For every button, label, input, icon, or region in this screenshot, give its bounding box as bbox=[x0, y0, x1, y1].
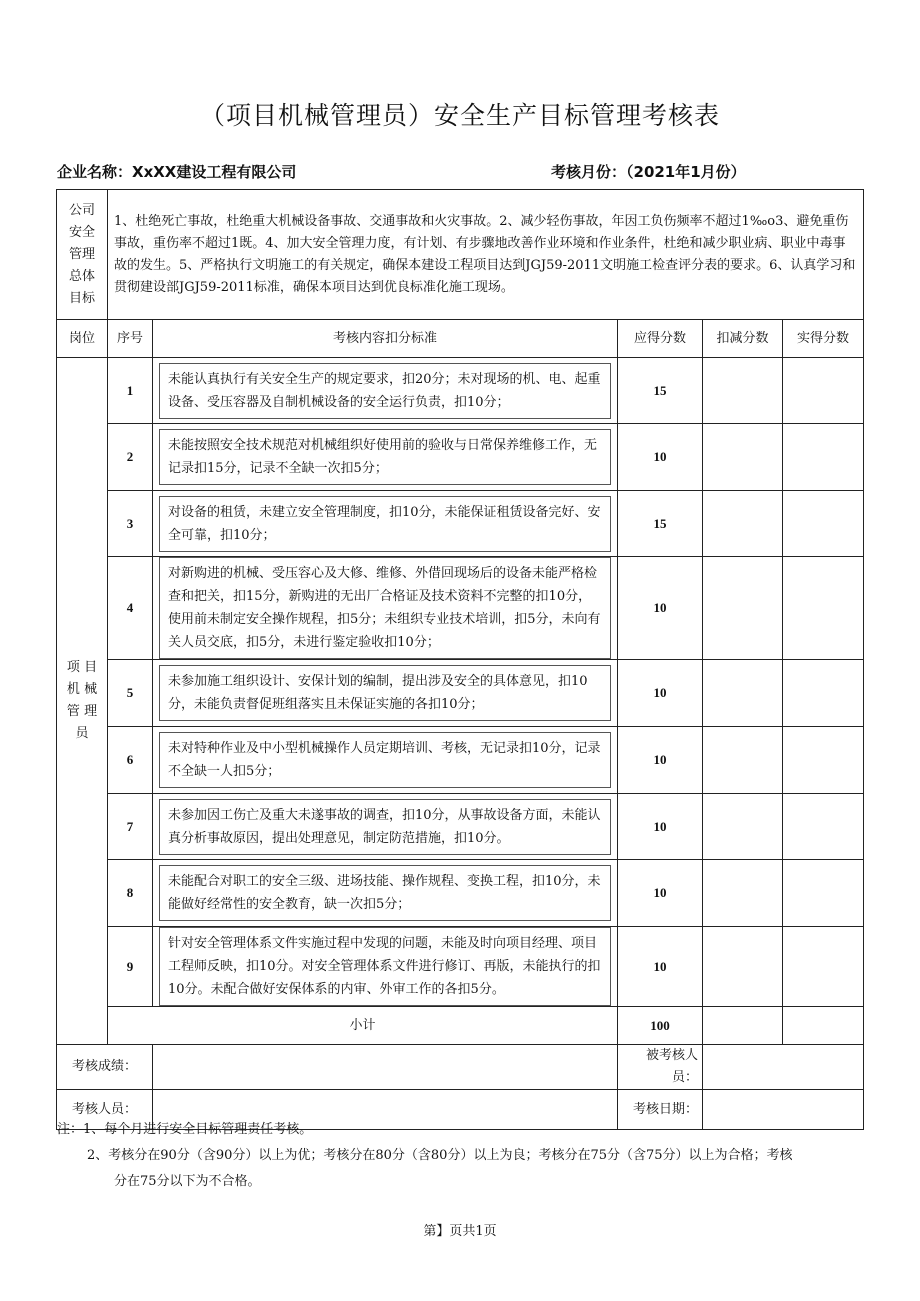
row-content bbox=[153, 794, 618, 860]
position-char: 员 bbox=[75, 726, 89, 741]
page-footer: 第】页共1页 bbox=[423, 1224, 497, 1239]
row-content bbox=[153, 860, 618, 927]
row-should-score: 10 bbox=[618, 727, 703, 794]
table-row bbox=[57, 424, 864, 491]
table-row bbox=[57, 860, 864, 927]
row-seq: 5 bbox=[108, 660, 153, 727]
row-content bbox=[153, 358, 618, 424]
row-actual-score[interactable] bbox=[783, 660, 864, 727]
examinee-field[interactable] bbox=[703, 1045, 864, 1090]
row-actual-score[interactable] bbox=[783, 860, 864, 927]
row-deduct-score[interactable] bbox=[703, 491, 783, 557]
row-content bbox=[153, 660, 618, 727]
row-actual-score[interactable] bbox=[783, 491, 864, 557]
goal-row bbox=[57, 190, 864, 320]
row-deduct-score[interactable] bbox=[703, 927, 783, 1007]
header-position: 岗位 bbox=[57, 320, 108, 358]
company-name: 企业名称：XxXX建设工程有限公司 bbox=[57, 163, 297, 181]
row-actual-score[interactable] bbox=[783, 358, 864, 424]
note-1: 注：1、每个月进行安全目标管理责任考核。 bbox=[57, 1122, 313, 1137]
subtotal-actual[interactable] bbox=[783, 1007, 864, 1045]
row-actual-score[interactable] bbox=[783, 927, 864, 1007]
row-seq: 8 bbox=[108, 860, 153, 927]
row-content-text: 未能按照安全技术规范对机械组织好使用前的验收与日常保养维修工作，无记录扣15分，记录不全缺一次扣5分； bbox=[159, 429, 611, 485]
table-row bbox=[57, 660, 864, 727]
row-content bbox=[153, 557, 618, 660]
position-char: 机 bbox=[66, 682, 80, 697]
position-char: 目 bbox=[84, 660, 98, 675]
score-label: 考核成绩： bbox=[57, 1045, 153, 1090]
table-row bbox=[57, 358, 864, 424]
subtotal-label: 小计 bbox=[108, 1007, 618, 1045]
row-should-score: 10 bbox=[618, 927, 703, 1007]
assessment-table bbox=[56, 189, 864, 1130]
subtotal-value: 100 bbox=[618, 1007, 703, 1045]
row-actual-score[interactable] bbox=[783, 794, 864, 860]
examiner-label: 考核人员： bbox=[57, 1090, 153, 1130]
header-should-score: 应得分数 bbox=[618, 320, 703, 358]
row-seq: 9 bbox=[108, 927, 153, 1007]
note-2a: 2、考核分在90分（含90分）以上为优；考核分在80分（含80分）以上为良；考核分在75分（含75分）以上为合格；考核 bbox=[87, 1148, 793, 1163]
header-actual-score: 实得分数 bbox=[783, 320, 864, 358]
row-content-text: 未参加因工伤亡及重大未遂事故的调查，扣10分，从事故设备方面，未能认真分析事故原因，提出处理意见，制定防范措施，扣10分。 bbox=[159, 799, 611, 855]
row-should-score: 10 bbox=[618, 557, 703, 660]
row-should-score: 10 bbox=[618, 860, 703, 927]
row-deduct-score[interactable] bbox=[703, 358, 783, 424]
row-should-score: 15 bbox=[618, 358, 703, 424]
row-should-score: 10 bbox=[618, 660, 703, 727]
row-deduct-score[interactable] bbox=[703, 557, 783, 660]
row-seq: 6 bbox=[108, 727, 153, 794]
position-char: 管 bbox=[66, 704, 80, 719]
header-deduct-score: 扣减分数 bbox=[703, 320, 783, 358]
date-label: 考核日期： bbox=[618, 1090, 703, 1130]
row-actual-score[interactable] bbox=[783, 557, 864, 660]
assessment-month: 考核月份：（2021年1月份） bbox=[551, 163, 746, 181]
position-char: 项 bbox=[66, 660, 80, 675]
row-should-score: 15 bbox=[618, 491, 703, 557]
table-row bbox=[57, 927, 864, 1007]
row-deduct-score[interactable] bbox=[703, 727, 783, 794]
row-content bbox=[153, 491, 618, 557]
row-actual-score[interactable] bbox=[783, 727, 864, 794]
table-row bbox=[57, 794, 864, 860]
goal-text: 1、杜绝死亡事故，杜绝重大机械设备事故、交通事故和火灾事故。2、减少轻伤事故，年因工负伤频率不超过1‰o3、避免重伤事故，重伤率不超过1既。4、加大安全管理力度，有计划、有步骤地改善作业环境和作业条件，杜绝和减少职业病、职业中毒事故的发生。5、严格执行文明施工的有关规定，确保本建设工程项目达到JGJ59-2011文明施工检查评分表的要求。6、认真学习和贯彻建设部JGJ59-2011标准，确保本项目达到优良标准化施工现场。 bbox=[108, 190, 864, 320]
header-row bbox=[57, 320, 864, 358]
row-seq: 1 bbox=[108, 358, 153, 424]
row-content bbox=[153, 727, 618, 794]
row-content bbox=[153, 927, 618, 1007]
row-deduct-score[interactable] bbox=[703, 860, 783, 927]
row-content-text: 未能认真执行有关安全生产的规定要求，扣20分；未对现场的机、电、起重设备、受压容器及自制机械设备的安全运行负责，扣10分； bbox=[159, 363, 611, 419]
row-content-text: 未对特种作业及中小型机械操作人员定期培训、考核，无记录扣10分，记录不全缺一人扣5分； bbox=[159, 732, 611, 788]
note-2b: 分在75分以下为不合格。 bbox=[114, 1174, 261, 1189]
position-cell bbox=[57, 358, 108, 1045]
examinee-label: 被考核人员： bbox=[618, 1045, 703, 1090]
row-content-text: 对设备的租赁，未建立安全管理制度，扣10分，未能保证租赁设备完好、安全可靠，扣10分； bbox=[159, 496, 611, 552]
row-content-text: 对新购进的机械、受压容心及大修、维修、外借回现场后的设备未能严格检查和把关，扣15分，新购进的无出厂合格证及技术资料不完整的扣10分，使用前未制定安全操作规程，扣5分；未组织专业技术培训，扣5分，未向有关人员交底，扣5分，未进行鉴定验收扣10分； bbox=[159, 557, 611, 659]
goal-label: 公司安全管理总体目标 bbox=[57, 190, 108, 320]
page-title: （项目机械管理员）安全生产目标管理考核表 bbox=[199, 101, 720, 130]
row-seq: 3 bbox=[108, 491, 153, 557]
score-row bbox=[57, 1045, 864, 1090]
table-row bbox=[57, 727, 864, 794]
position-char: 理 bbox=[84, 704, 98, 719]
row-content-text: 未能配合对职工的安全三级、进场技能、操作规程、变换工程，扣10分，未能做好经常性的安全教育，缺一次扣5分； bbox=[159, 865, 611, 921]
row-should-score: 10 bbox=[618, 424, 703, 491]
subtotal-deduct[interactable] bbox=[703, 1007, 783, 1045]
row-content bbox=[153, 424, 618, 491]
table-row bbox=[57, 491, 864, 557]
row-should-score: 10 bbox=[618, 794, 703, 860]
score-field[interactable] bbox=[153, 1045, 618, 1090]
row-actual-score[interactable] bbox=[783, 424, 864, 491]
row-seq: 4 bbox=[108, 557, 153, 660]
notes bbox=[57, 1117, 867, 1195]
row-seq: 7 bbox=[108, 794, 153, 860]
position-char: 械 bbox=[84, 682, 98, 697]
table-row bbox=[57, 557, 864, 660]
row-content-text: 针对安全管理体系文件实施过程中发现的问题，未能及时向项目经理、项目工程师反映，扣10分。对安全管理体系文件进行修订、再版，未能执行的扣10分。未配合做好安保体系的内审、外审工作的各扣5分。 bbox=[159, 927, 611, 1006]
row-deduct-score[interactable] bbox=[703, 424, 783, 491]
subtotal-row bbox=[57, 1007, 864, 1045]
row-deduct-score[interactable] bbox=[703, 660, 783, 727]
row-seq: 2 bbox=[108, 424, 153, 491]
row-deduct-score[interactable] bbox=[703, 794, 783, 860]
header-seq: 序号 bbox=[108, 320, 153, 358]
row-content-text: 未参加施工组织设计、安保计划的编制，提出涉及安全的具体意见，扣10分，未能负责督促班组落实且未保证实施的各扣10分； bbox=[159, 665, 611, 721]
header-content: 考核内容扣分标准 bbox=[153, 320, 618, 358]
